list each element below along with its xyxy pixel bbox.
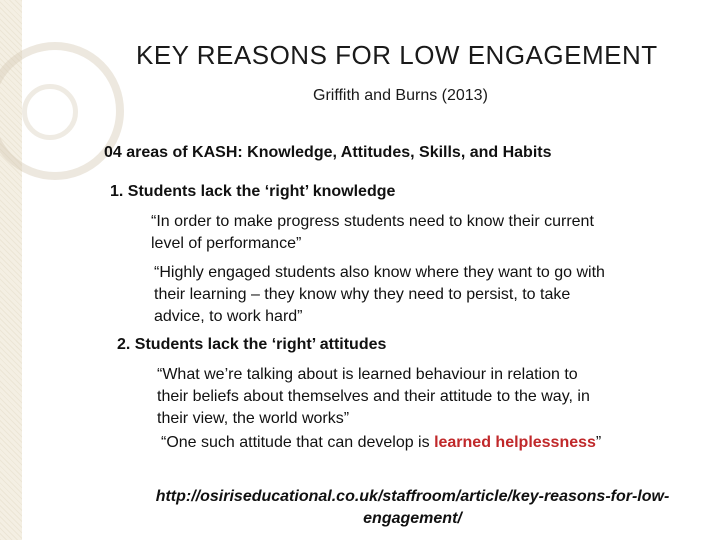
quote-line: advice, to work hard” [154,308,303,325]
quote-line: “What we’re talking about is learned behaviour in relation to [157,366,578,383]
quote-line: their beliefs about themselves and their attitude to the way, in [157,388,590,405]
quote-line: their learning – they know why they need to persist, to take [154,286,571,303]
quote-line: level of performance” [151,235,302,252]
point-2-quote-2 [161,432,601,454]
source-link-line: engagement/ [363,510,462,527]
quote-line: “Highly engaged students also know where they want to go with [154,264,605,281]
slide-title: KEY REASONS FOR LOW ENGAGEMENT [136,40,658,70]
quote-prefix: “One such attitude that can develop is [161,434,435,451]
highlight-learned-helplessness: learned helplessness [434,434,596,451]
quote-line: their view, the world works” [157,410,350,427]
decorative-ring-small [22,84,78,140]
source-link[interactable] [140,486,685,530]
kash-intro: 04 areas of KASH: Knowledge, Attitudes, Skills, and Habits [104,144,552,161]
source-link-line: http://osiriseducational.co.uk/staffroom/article/key-reasons-for-low- [155,488,670,505]
point-1-heading: 1. Students lack the ‘right’ knowledge [110,183,396,200]
slide-subtitle: Griffith and Burns (2013) [313,87,488,104]
quote-line: “In order to make progress students need to know their current [151,213,594,230]
quote-suffix: ” [595,434,602,451]
point-2-heading: 2. Students lack the ‘right’ attitudes [117,336,387,353]
